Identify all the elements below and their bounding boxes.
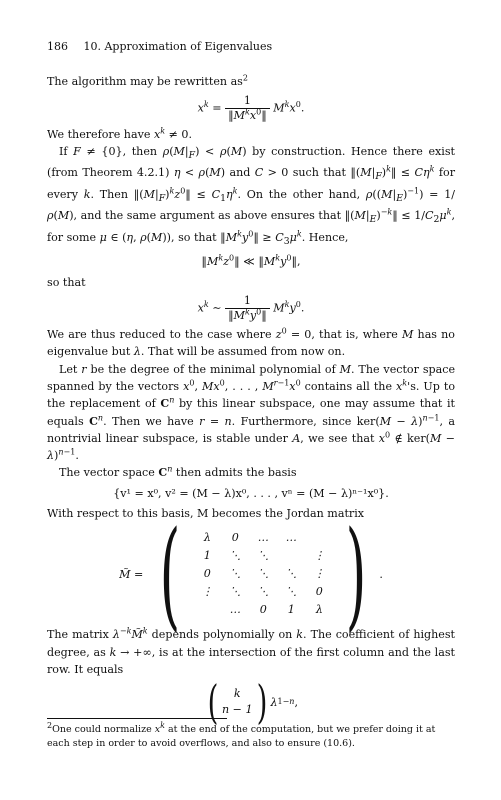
- matrix-cell: 0: [231, 531, 239, 545]
- paragraph-3: We are thus reduced to the case where $z^0 = 0$, that is, where M has no eigenvalue but λ. That will be assumed from now on.: [47, 326, 455, 359]
- matrix-cell: [277, 547, 305, 565]
- matrix-cell: ⋮: [201, 585, 213, 599]
- running-header: [47, 38, 455, 55]
- equation-basis: {v¹ = x⁰, v² = (M − λ)x⁰, . . . , vⁿ = (M − λ)ⁿ⁻¹x⁰}.: [113, 486, 389, 500]
- jordan-matrix: M̃ = ( λ 0 … … 1 ⋱ ⋱ ⋮ 0 ⋱ ⋱ ⋱ ⋮ ⋮ ⋱ ⋱ ⋱ 0 … 0 1 λ ) .: [119, 505, 383, 644]
- paragraph-5: The vector space $C^n$ then admits the basis: [59, 464, 297, 480]
- matrix-cell: λ: [315, 603, 323, 617]
- paragraph-7: The matrix $\lambda^{-k}M̃^k$ depends polynomially on k. The coefficient of highest degree, as k → +∞, is at the intersection of the first column and the last row. It equals: [47, 626, 455, 676]
- matrix-cell: 0: [315, 585, 323, 599]
- matrix-cell: ⋱: [257, 585, 269, 599]
- matrix-cell: ⋱: [229, 549, 241, 563]
- matrix-cell: …: [257, 531, 269, 545]
- matrix-cell: 1: [287, 603, 295, 617]
- matrix-cell: 0: [203, 567, 211, 581]
- matrix-cell: λ: [203, 531, 211, 545]
- matrix-cell: [193, 601, 221, 619]
- so-that: so that: [47, 275, 86, 289]
- matrix-cell: ⋱: [257, 567, 269, 581]
- paragraph-6: With respect to this basis, M becomes the Jordan matrix: [47, 507, 365, 521]
- page-number: 186: [47, 40, 68, 53]
- chapter-title: 10. Approximation of Eigenvalues: [83, 40, 273, 53]
- matrix-cell: ⋱: [285, 585, 297, 599]
- paragraph-4: Let r be the degree of the minimal polynomial of M. The vector space spanned by the vectors $x^0$, Mx$^0$, . . . , $M^{r-1}x^0$ contains all the $x^k's$. Up to the replacement of $C^n$ by this linear subspace, one may assume that it equals $C^n$. Then we have r = n. Furthermore, since $ker(M - \lambda)^{n-1}$, a nontrivial linear subspace, is stable under A, we see that $x^0$ ∉ $ker(M - \lambda)^{n-1}$.: [47, 362, 456, 463]
- matrix-cell: 1: [203, 549, 211, 563]
- matrix-cell: ⋱: [229, 585, 241, 599]
- matrix-cell: [305, 529, 333, 547]
- matrix-cell: ⋮: [313, 567, 325, 581]
- footnote-rule: [47, 718, 227, 719]
- matrix-grid: [193, 529, 333, 619]
- matrix-cell: 0: [259, 603, 267, 617]
- matrix-cell: ⋱: [285, 567, 297, 581]
- matrix-label: M̃ =: [119, 567, 144, 581]
- right-paren: ): [345, 505, 367, 644]
- binomial-coefficient: ( k n − 1 ) λ 1−n ,: [207, 675, 298, 730]
- equation-1: $x^k$ = $\frac{1}{‖M^kx^0‖}$ $M^kx^0$.: [197, 93, 305, 122]
- matrix-cell: ⋱: [229, 567, 241, 581]
- paragraph-2: If F ≠ {0}, then $\rho(M|_F) < \rho(M)$ by construction. Hence there exist (from Theorem 4.2.1) η < ρ(M) and C > 0 such that $‖(M|_F)^k‖ \le C\eta^k$ for every k. Then $‖(M|_F)^kz^0‖ \le C_1\eta^k$. On the other hand, $\rho((M|_E)^{-1}) = 1/\rho(M)$, and the same argument as above ensures that $‖(M|_E)^{-k}‖ \le 1/C_2\mu^k$, for some μ ∈ (η, ρ(M)), so that $‖M^ky^0‖ \ge C_3\mu^k$. Hence,: [47, 144, 455, 248]
- equation-3: $x^k$ ∼ $\frac{1}{‖M^ky^0‖}$ $M^ky^0$.: [197, 294, 305, 323]
- matrix-cell: ⋱: [257, 549, 269, 563]
- paragraph-1: We therefore have $x^k \ne 0$.: [47, 125, 192, 141]
- left-paren: (: [159, 505, 181, 644]
- matrix-cell: …: [285, 531, 297, 545]
- footnote: $^2$One could normalize $x^k$ at the end of the computation, but we prefer doing it at each step in order to avoid overflows, and also to ensure (10.6).: [47, 720, 436, 749]
- matrix-cell: …: [229, 603, 241, 617]
- equation-2: $‖M^kz^0‖$ ≪ $‖M^ky^0‖$,: [201, 253, 301, 269]
- paragraph-intro: The algorithm may be rewritten $as^2$: [47, 73, 248, 89]
- page-content: [47, 38, 456, 730]
- matrix-cell: ⋮: [313, 549, 325, 563]
